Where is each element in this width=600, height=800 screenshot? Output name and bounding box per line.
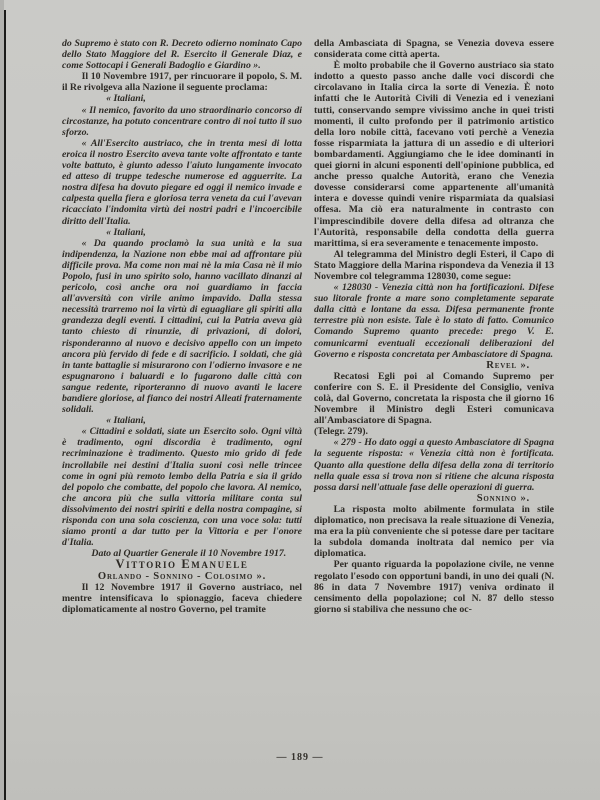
proclamation-dateline: Dato al Quartier Generale il 10 Novembre 1917. bbox=[91, 548, 287, 560]
narrative-paragraph: Per quanto riguarda la popolazione civile, ne venne regolato l'esodo con opportuni bandi, in uno dei quali (N. 86 in data 7 Novembre 1917) veniva ordinato il censimento della popolazione; col N. 87 dello stesso giorno si stabiliva che nessuno che oc- bbox=[314, 559, 554, 615]
page-content bbox=[62, 38, 554, 615]
proclamation-paragraph: « Il nemico, favorito da uno straordinario concorso di circostanze, ha potuto concentrare contro di noi tutto il suo sforzo. bbox=[62, 104, 302, 138]
continuation-paragraph: do Supremo è stato con R. Decreto odierno nominato Capo dello Stato Maggiore del R. Esercito il Generale Diaz, e come Sottocapi i Generali Badoglio e Giardino ». bbox=[62, 38, 302, 72]
proclamation-salutation: « Italiani, bbox=[106, 415, 146, 427]
telegram-signature-sonnino: Sonnino ». bbox=[476, 492, 530, 504]
page-number: — 189 — bbox=[276, 752, 324, 763]
continuation-paragraph: della Ambasciata di Spagna, se Venezia doveva essere considerata come città aperta. bbox=[314, 38, 554, 61]
telegram-128030-paragraph: « 128030 - Venezia città non ha fortificazioni. Difese suo litorale fronte a mare sono completamente separate dalla città e lontane da essa. Difesa permanente fronte terrestre più non esiste. Tale è lo stato di fatto. Comunico Comando Supremo quanto precede: prego V. E. comunicarmi eventuali eccezionali deliberazioni del Governo e risposta concretata per Ambasciatore di Spagna. bbox=[314, 282, 554, 360]
left-column bbox=[62, 38, 302, 615]
narrative-paragraph: È molto probabile che il Governo austriaco sia stato indotto a questo passo anche dalle voci discordi che circolavano in Italia circa la sorte di Venezia. È noto infatti che le Autorità Civili di Venezia ed i veneziani tutti, conservando sempre vivissimo anche in quei tristi momenti, il culto profondo per il patrimonio artistico della loro nobile città, facevano voti perchè a Venezia fosse risparmiata la jattura di un assedio e di ulteriori bombardamenti. Aggiungiamo che le idee dominanti in quei giorni in alcuni esponenti dell'opinione pubblica, ed anche presso qualche Autorità, erano che Venezia dovesse considerarsi come appartenente all'umanità intera e dovesse quindi venire risparmiata da qualsiasi offesa. Ma ciò era naturalmente in contrasto con l'imprescindibile dovere della difesa ad oltranza che l'Autorità, responsabile della condotta della guerra marittima, si era severamente e tenacemente imposto. bbox=[314, 60, 554, 249]
proclamation-salutation: « Italiani, bbox=[106, 93, 146, 105]
telegram-signature-revel: Revel ». bbox=[486, 359, 530, 371]
telegram-number-label: (Telegr. 279). bbox=[314, 426, 368, 438]
proclamation-paragraph: « Da quando proclamò la sua unità e la sua indipendenza, la Nazione non ebbe mai ad affrontare più difficile prova. Ma come non mai nè la mia Casa nè il mio Popolo, fusi in uno spirito solo, hanno vacillato dinanzi al pericolo, così anche ora noi guardiamo in faccia all'avversità con virile animo impavido. Dalla stessa necessità trarremo noi la virtù di eguagliare gli spiriti alla grandezza degli eventi. I cittadini, cui la Patria aveva già tanto chiesto di rinunzie, di privazioni, di dolori, risponderanno al nuovo e decisivo appello con un impeto ancora più fervido di fede e di sacrificio. I soldati, che già in tante battaglie si misurarono con l'odierno invasore e ne espugnarono i baluardi e lo fugarono dalle città con sangue redente, riporteranno di nuovo avanti le lacere bandiere gloriose, al fianco dei nostri Alleati fraternamente solidali. bbox=[62, 237, 302, 416]
proclamation-paragraph: « All'Esercito austriaco, che in trenta mesi di lotta eroica il nostro Esercito aveva tante volte affrontato e tante volte battuto, è giunto adesso l'aiuto lungamente invocato ed atteso di truppe tedesche numerose ed agguerrite. La nostra difesa ha dovuto piegare ed oggi il nemico invade e calpesta quella fiera e gloriosa terra veneta da cui l'avevan ricacciato l'indomita virtù dei nostri padri e l'incoercibile diritto dell'Italia. bbox=[62, 137, 302, 227]
signature-ministers: Orlando - Sonnino - Colosimo ». bbox=[97, 570, 267, 582]
telegram-279-paragraph: « 279 - Ho dato oggi a questo Ambasciatore di Spagna la seguente risposta: « Venezia città non è fortificata. Quanto alla questione della difesa della zona di territorio nella quale essa si trova non si ritiene che alcuna risposta possa darsi nell'attuale fase delle operazioni di guerra. bbox=[314, 437, 554, 493]
signature-king: Vittorio Emanuele bbox=[115, 557, 249, 572]
book-spine-line bbox=[4, 10, 6, 800]
narrative-paragraph: Al telegramma del Ministro degli Esteri, il Capo di Stato Maggiore della Marina rispondeva da Venezia il 13 Novembre col telegramma 128030, come segue: bbox=[314, 248, 554, 282]
narrative-paragraph: Il 10 Novembre 1917, per rincuorare il popolo, S. M. il Re rivolgeva alla Nazione il seguente proclama: bbox=[62, 71, 302, 94]
proclamation-salutation: « Italiani, bbox=[106, 226, 146, 238]
narrative-paragraph: Il 12 Novembre 1917 il Governo austriaco, nel mentre intensificava lo spionaggio, faceva chiedere diplomaticamente al nostro Governo, pel tramite bbox=[62, 581, 302, 615]
proclamation-paragraph: « Cittadini e soldati, siate un Esercito solo. Ogni viltà è tradimento, ogni discordia è tradimento, ogni recriminazione è tradimento. Questo mio grido di fede incrollabile nei destini d'Italia suoni così nelle trincee come in ogni più remoto lembo della Patria e sia il grido del popolo che combatte, del popolo che lavora. Al nemico, che ancora più che sulla vittoria militare conta sul dissolvimento dei nostri spiriti e della nostra compagine, si risponda con una sola coscienza, con una voce sola: tutti siamo pronti a dar tutto per la Vittoria e per l'onore d'Italia. bbox=[62, 426, 302, 549]
narrative-paragraph: Recatosi Egli poi al Comando Supremo per conferire con S. E. il Presidente del Consiglio, veniva colà, dal Governo, concretata la risposta che il giorno 16 Novembre il Ministro degli Esteri comunicava all'Ambasciatore di Spagna. bbox=[314, 370, 554, 427]
right-column bbox=[314, 38, 554, 615]
narrative-paragraph: La risposta molto abilmente formulata in stile diplomatico, non precisava la reale situazione di Venezia, ma era la più conveniente che si potesse dare per tacitare la subdola domanda inoltrata dal nemico per via diplomatica. bbox=[314, 503, 554, 560]
